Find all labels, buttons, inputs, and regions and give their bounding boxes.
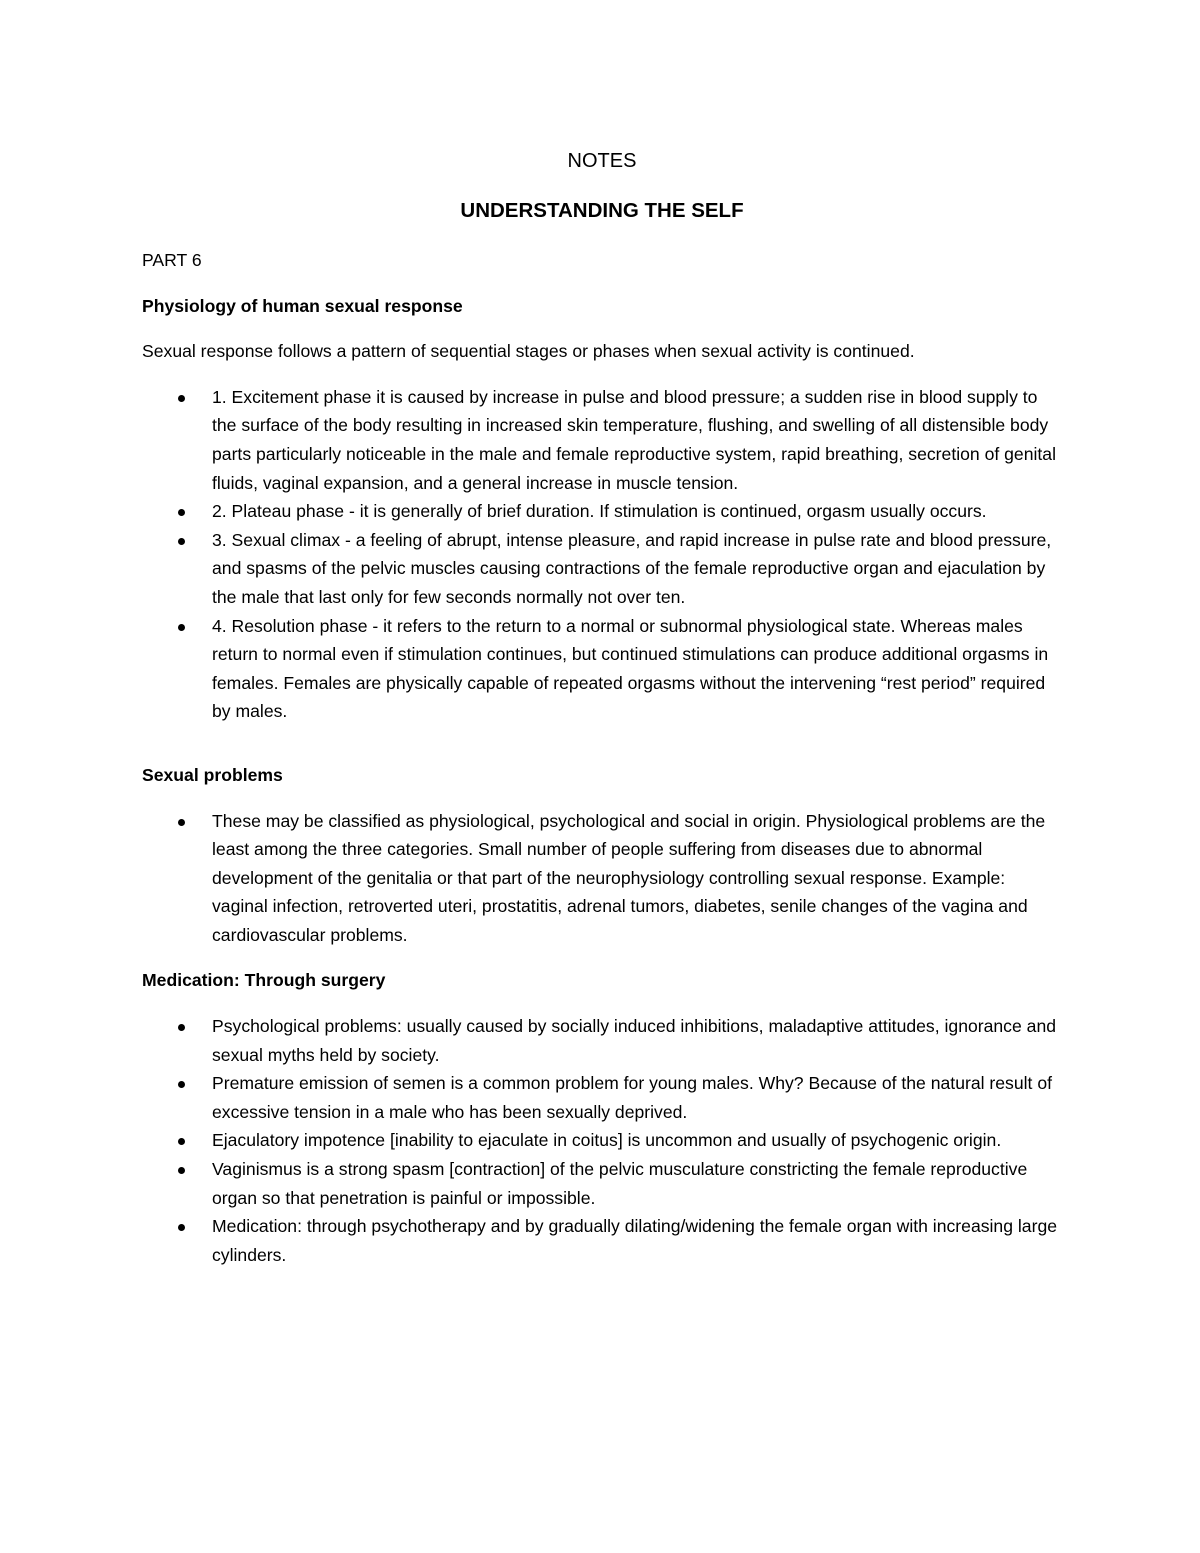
list-item bbox=[142, 1126, 1062, 1155]
list-item bbox=[142, 1069, 1062, 1126]
section-heading-sexual-problems: Sexual problems bbox=[142, 764, 283, 785]
list-item-text: Vaginismus is a strong spasm [contraction] of the pelvic musculature constricting the female reproductive organ so that penetration is painful or impossible. bbox=[212, 1159, 1028, 1208]
document-content bbox=[142, 146, 1062, 1286]
phase-list bbox=[142, 383, 1062, 726]
part-label: PART 6 bbox=[142, 250, 202, 270]
bullet-icon bbox=[178, 624, 185, 631]
bullet-icon bbox=[178, 1224, 185, 1231]
list-item bbox=[142, 383, 1062, 497]
document-title: NOTES bbox=[567, 150, 637, 172]
list-item-text: Medication: through psychotherapy and by gradually dilating/widening the female organ with increasing large cylinders. bbox=[212, 1216, 1058, 1265]
list-item bbox=[142, 1155, 1062, 1212]
list-item bbox=[142, 1212, 1062, 1269]
list-item-text: Ejaculatory impotence [inability to ejaculate in coitus] is uncommon and usually of psychogenic origin. bbox=[212, 1130, 1002, 1151]
bullet-icon bbox=[178, 1167, 185, 1174]
bullet-icon bbox=[178, 1138, 185, 1145]
list-item-text: These may be classified as physiological, psychological and social in origin. Physiological problems are the least among the three categories. Small number of people suffering from diseases due to abnormal development of the genitalia or that part of the neurophysiology controlling sexual response. Example: vaginal infection, retroverted uteri, prostatitis, adrenal tumors, diabetes, senile changes of the vagina and cardiovascular problems. bbox=[212, 810, 1046, 945]
bullet-icon bbox=[178, 819, 185, 826]
list-item bbox=[142, 807, 1062, 950]
bullet-icon bbox=[178, 509, 185, 516]
list-item-text: Premature emission of semen is a common problem for young males. Why? Because of the natural result of excessive tension in a male who has been sexually deprived. bbox=[212, 1073, 1052, 1122]
list-item-text: 2. Plateau phase - it is generally of brief duration. If stimulation is continued, orgasm usually occurs. bbox=[212, 501, 987, 522]
list-item-text: 3. Sexual climax - a feeling of abrupt, intense pleasure, and rapid increase in pulse rate and blood pressure, and spasms of the pelvic muscles causing contractions of the female reproductive organ and ejaculation by the male that last only for few seconds normally not over ten. bbox=[212, 529, 1052, 607]
bullet-icon bbox=[178, 538, 185, 545]
section-intro: Sexual response follows a pattern of sequential stages or phases when sexual activity is continued. bbox=[142, 341, 915, 362]
problems-list bbox=[142, 807, 1062, 950]
list-item bbox=[142, 612, 1062, 726]
medication-list bbox=[142, 1012, 1062, 1269]
list-item-text: 4. Resolution phase - it refers to the return to a normal or subnormal physiological state. Whereas males return to normal even if stimulation continues, but continued stimulations can produce additional orgasms in females. Females are physically capable of repeated orgasms without the intervening “rest period” required by males. bbox=[212, 615, 1049, 722]
section-heading-medication: Medication: Through surgery bbox=[142, 970, 386, 991]
list-item bbox=[142, 526, 1062, 612]
bullet-icon bbox=[178, 395, 185, 402]
bullet-icon bbox=[178, 1024, 185, 1031]
section-heading-physiology: Physiology of human sexual response bbox=[142, 295, 463, 316]
list-item bbox=[142, 1012, 1062, 1069]
list-item-text: 1. Excitement phase it is caused by increase in pulse and blood pressure; a sudden rise in blood supply to the surface of the body resulting in increased skin temperature, flushing, and swelling of all distensible body parts particularly noticeable in the male and female reproductive system, rapid breathing, secretion of genital fluids, vaginal expansion, and a general increase in muscle tension. bbox=[212, 386, 1056, 493]
list-item-text: Psychological problems: usually caused by socially induced inhibitions, maladaptive attitudes, ignorance and sexual myths held by society. bbox=[212, 1016, 1057, 1065]
list-item bbox=[142, 497, 1062, 526]
bullet-icon bbox=[178, 1081, 185, 1088]
document-subtitle: UNDERSTANDING THE SELF bbox=[460, 199, 744, 222]
